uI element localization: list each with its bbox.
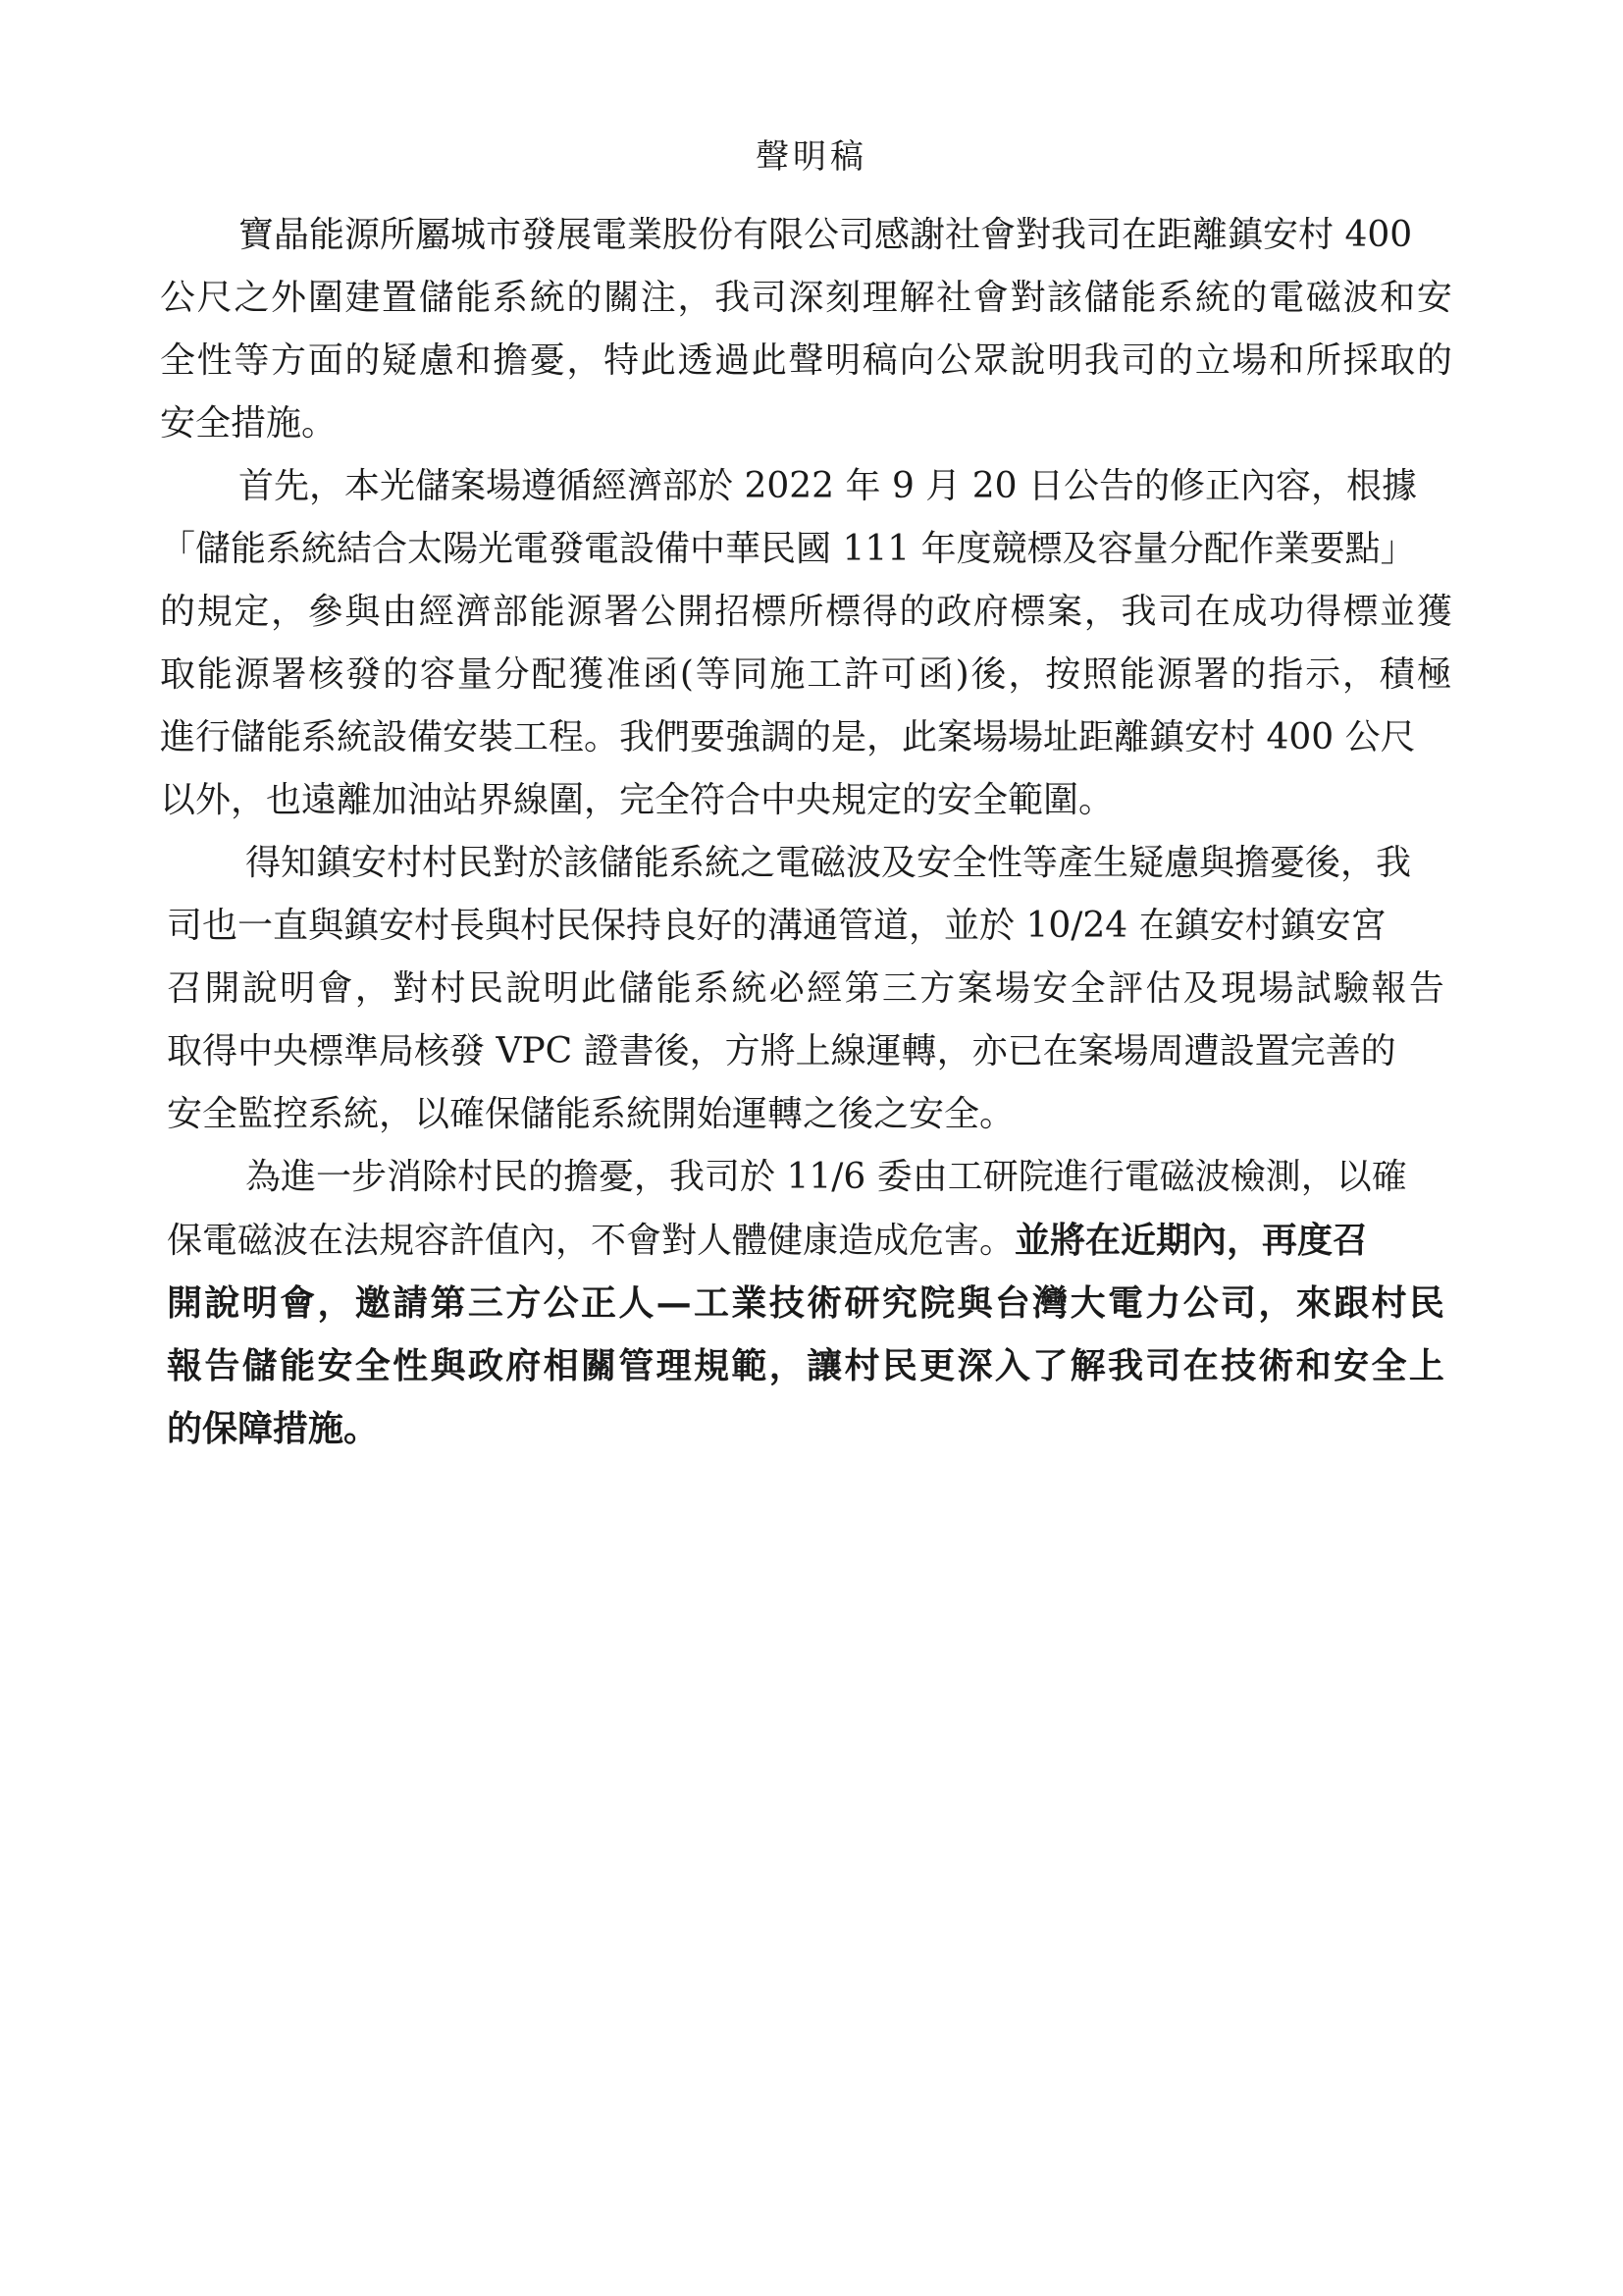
- glyph: 系: [1158, 278, 1194, 318]
- glyph: 術: [807, 1282, 843, 1324]
- glyph: 源: [566, 592, 602, 632]
- glyph: 大: [1070, 1282, 1106, 1324]
- glyph: 及: [1182, 968, 1219, 1009]
- glyph: 性: [196, 340, 233, 381]
- glyph: ，: [768, 1345, 805, 1386]
- glyph: 安: [1416, 278, 1452, 318]
- glyph: 能: [655, 968, 692, 1009]
- glyph: 關: [603, 278, 640, 318]
- glyph: 全: [1070, 968, 1106, 1009]
- glyph: 規: [694, 1345, 730, 1386]
- glyph: 經: [418, 592, 454, 632]
- glyph: 我: [714, 278, 751, 318]
- glyph: 和: [1380, 278, 1416, 318]
- glyph: 方: [505, 1282, 542, 1324]
- glyph: 許: [844, 654, 880, 695]
- glyph: 照: [1082, 654, 1119, 695]
- glyph: 等: [234, 340, 270, 381]
- glyph: 署: [271, 654, 307, 695]
- glyph: 說: [204, 1282, 240, 1324]
- glyph: 參: [307, 592, 343, 632]
- glyph: 司: [1158, 592, 1194, 632]
- glyph: 究: [881, 1282, 917, 1324]
- glyph: 圍: [307, 278, 343, 318]
- glyph: 告: [1408, 968, 1444, 1009]
- glyph: 試: [1295, 968, 1332, 1009]
- glyph: 人: [618, 1282, 654, 1324]
- glyph: 公: [1182, 1282, 1219, 1324]
- glyph: 三: [467, 1282, 503, 1324]
- paragraph-4-line-3: [167, 1281, 1444, 1325]
- glyph: 示: [1305, 654, 1341, 695]
- glyph: 灣: [1032, 1282, 1069, 1324]
- glyph: 儲: [618, 968, 654, 1009]
- glyph: 管: [618, 1345, 654, 1386]
- glyph: ，: [354, 968, 391, 1009]
- glyph: 標: [825, 592, 862, 632]
- glyph: 村: [844, 1345, 880, 1386]
- glyph: 說: [241, 968, 278, 1009]
- glyph: 擔: [493, 340, 529, 381]
- glyph: 建: [344, 278, 381, 318]
- glyph: 理: [862, 278, 898, 318]
- paragraph-4-line-2-bold: 並將在近期內，再度召: [1015, 1220, 1369, 1261]
- glyph: 現: [1221, 968, 1257, 1009]
- glyph: 疑: [382, 340, 418, 381]
- glyph: 波: [1342, 278, 1379, 318]
- glyph: 和: [1269, 340, 1305, 381]
- glyph: 的: [383, 654, 419, 695]
- glyph: 部: [493, 592, 529, 632]
- glyph: 能: [196, 654, 233, 695]
- glyph: 民: [467, 968, 503, 1009]
- paragraph-2-line-3: [160, 591, 1452, 634]
- glyph: 極: [1416, 654, 1452, 695]
- glyph: 得: [862, 592, 898, 632]
- glyph: 第: [430, 1282, 466, 1324]
- glyph: 安: [1334, 1345, 1370, 1386]
- paragraph-3-line-3: [167, 967, 1444, 1011]
- glyph: 我: [1121, 592, 1157, 632]
- glyph: 告: [204, 1345, 240, 1386]
- glyph: 聲: [788, 340, 824, 381]
- glyph: 明: [280, 968, 316, 1009]
- glyph: 民: [881, 1345, 917, 1386]
- glyph: 深: [788, 278, 824, 318]
- glyph: 深: [957, 1345, 993, 1386]
- glyph: 全: [160, 340, 196, 381]
- glyph: 電: [1107, 1282, 1143, 1324]
- glyph: 磁: [1305, 278, 1341, 318]
- glyph: 外: [271, 278, 307, 318]
- glyph: 過: [714, 340, 751, 381]
- glyph: 公: [160, 278, 196, 318]
- glyph: 准: [605, 654, 642, 695]
- glyph: 配: [531, 654, 567, 695]
- glyph: 案: [1047, 592, 1083, 632]
- paragraph-3-line-4: 取得中央標準局核發 VPC 證書後，方將上線運轉，亦已在案場周遭設置完善的: [167, 1031, 1396, 1071]
- glyph: 必: [768, 968, 805, 1009]
- glyph: 統: [731, 968, 767, 1009]
- glyph: 相: [543, 1345, 579, 1386]
- glyph: 解: [1070, 1345, 1106, 1386]
- glyph: 濟: [455, 592, 492, 632]
- glyph: 的: [1158, 340, 1194, 381]
- glyph: 核: [308, 654, 344, 695]
- glyph: 與: [344, 592, 381, 632]
- glyph: 儲: [1083, 278, 1120, 318]
- paragraph-3-line-5: 安全監控系統，以確保儲能系統開始運轉之後之安全。: [167, 1094, 1016, 1134]
- paragraph-4-line-5: 的保障措施。: [167, 1408, 380, 1449]
- glyph: 公: [640, 592, 676, 632]
- glyph: 明: [241, 1282, 278, 1324]
- glyph: 尺: [196, 278, 233, 318]
- glyph: 的: [1416, 340, 1452, 381]
- glyph: 源: [234, 654, 270, 695]
- glyph: 安: [317, 1345, 353, 1386]
- glyph: 村: [430, 968, 466, 1009]
- glyph: ，: [677, 278, 713, 318]
- glyph: 來: [1295, 1282, 1332, 1324]
- glyph: 面: [307, 340, 343, 381]
- glyph: 標: [1010, 592, 1046, 632]
- glyph: 報: [167, 1345, 203, 1386]
- paragraph-1-line-3: [160, 339, 1452, 383]
- glyph: 按: [1045, 654, 1081, 695]
- glyph: ，: [1008, 654, 1044, 695]
- glyph: 署: [1193, 654, 1230, 695]
- glyph: 明: [825, 340, 862, 381]
- glyph: 全: [354, 1345, 391, 1386]
- glyph: 取: [160, 654, 196, 695]
- glyph: 解: [899, 278, 935, 318]
- glyph: 和: [455, 340, 492, 381]
- glyph: 司: [1121, 340, 1157, 381]
- glyph: 能: [455, 278, 492, 318]
- paragraph-1-line-2: [160, 277, 1452, 320]
- glyph: 開: [204, 968, 240, 1009]
- glyph: 可: [880, 654, 916, 695]
- glyph: 的: [344, 340, 381, 381]
- glyph: 取: [1380, 340, 1416, 381]
- glyph: 向: [899, 340, 935, 381]
- glyph: 此: [751, 340, 787, 381]
- glyph: 台: [994, 1282, 1030, 1324]
- glyph: 村: [1371, 1282, 1407, 1324]
- glyph: 採: [1342, 340, 1379, 381]
- paragraph-2-line-4: [160, 653, 1452, 697]
- glyph: 估: [1145, 968, 1181, 1009]
- glyph: 源: [1156, 654, 1192, 695]
- glyph: 術: [1258, 1345, 1294, 1386]
- paragraph-3-line-2: 司也一直與鎮安村長與村民保持良好的溝通管道，並於 10/24 在鎮安村鎮安宮: [167, 906, 1387, 946]
- glyph: 了: [1032, 1345, 1069, 1386]
- glyph: ，: [1341, 654, 1378, 695]
- glyph: 安: [1032, 968, 1069, 1009]
- glyph: 的: [566, 278, 602, 318]
- glyph: 公: [936, 340, 972, 381]
- glyph: 成: [1231, 592, 1268, 632]
- glyph: 邀: [354, 1282, 391, 1324]
- glyph: 場: [994, 968, 1030, 1009]
- glyph: 容: [419, 654, 455, 695]
- glyph: 跟: [1334, 1282, 1370, 1324]
- glyph: 方: [919, 968, 956, 1009]
- glyph: 會: [280, 1282, 316, 1324]
- glyph: 司: [1221, 1282, 1257, 1324]
- glyph: 之: [234, 278, 270, 318]
- glyph: 場: [1258, 968, 1294, 1009]
- glyph: 定: [234, 592, 270, 632]
- glyph: 統: [529, 278, 565, 318]
- glyph: 立: [1194, 340, 1230, 381]
- glyph: 指: [1268, 654, 1304, 695]
- glyph: 業: [731, 1282, 767, 1324]
- glyph: 電: [1269, 278, 1305, 318]
- paragraph-2-line-2: 「儲能系統結合太陽光電發電設備中華民國 111 年度競標及容量分配作業要點」: [160, 529, 1416, 569]
- glyph: 府: [505, 1345, 542, 1386]
- glyph: 置: [382, 278, 418, 318]
- glyph: 系: [694, 968, 730, 1009]
- glyph: 憂: [529, 340, 565, 381]
- glyph: 眾: [972, 340, 1009, 381]
- glyph: 公: [543, 1282, 579, 1324]
- glyph: 讓: [807, 1345, 843, 1386]
- glyph: ，: [317, 1282, 353, 1324]
- glyph: 司: [751, 278, 787, 318]
- glyph: 我: [1107, 1345, 1143, 1386]
- glyph: 能: [1121, 278, 1157, 318]
- paragraph-4-line-2: [167, 1219, 1444, 1262]
- paragraph-1-line-1: 寶晶能源所屬城市發展電業股份有限公司感謝社會對我司在距離鎮安村 400: [238, 215, 1413, 255]
- glyph: 研: [844, 1282, 880, 1324]
- glyph: 獲: [568, 654, 604, 695]
- glyph: 工: [807, 654, 843, 695]
- document-title: 聲明稿: [756, 137, 867, 177]
- glyph: 司: [1145, 1345, 1181, 1386]
- glyph: —: [655, 1282, 692, 1324]
- glyph: 量: [456, 654, 493, 695]
- glyph: 關: [580, 1345, 616, 1386]
- glyph: 開: [167, 1282, 203, 1324]
- glyph: 的: [160, 592, 196, 632]
- glyph: 此: [640, 340, 676, 381]
- glyph: ，: [271, 592, 307, 632]
- glyph: 的: [1231, 278, 1268, 318]
- glyph: 力: [1145, 1282, 1181, 1324]
- paragraph-2-line-5: 進行儲能系統設備安裝工程。我們要強調的是，此案場場址距離鎮安村 400 公尺: [160, 717, 1416, 757]
- glyph: 分: [494, 654, 530, 695]
- glyph: 社: [936, 278, 972, 318]
- paragraph-4-line-2-regular: 保電磁波在法規容許值內，不會對人體健康造成危害。: [167, 1221, 1016, 1261]
- glyph: 三: [881, 968, 917, 1009]
- glyph: 同: [732, 654, 768, 695]
- glyph: 的: [899, 592, 935, 632]
- glyph: 請: [393, 1282, 429, 1324]
- glyph: 和: [1295, 1345, 1332, 1386]
- glyph: 入: [994, 1345, 1030, 1386]
- glyph: 的: [1230, 654, 1267, 695]
- glyph: 儲: [418, 278, 454, 318]
- glyph: 我: [1083, 340, 1120, 381]
- glyph: 所: [788, 592, 824, 632]
- glyph: 與: [430, 1345, 466, 1386]
- glyph: 發: [345, 654, 382, 695]
- glyph: 標: [751, 592, 787, 632]
- glyph: 後: [970, 654, 1007, 695]
- glyph: 能: [1119, 654, 1155, 695]
- glyph: 在: [1194, 592, 1230, 632]
- glyph: 場: [1231, 340, 1268, 381]
- glyph: 明: [1047, 340, 1083, 381]
- glyph: 府: [972, 592, 1009, 632]
- glyph: 經: [807, 968, 843, 1009]
- glyph: 標: [1342, 592, 1379, 632]
- glyph: 說: [1010, 340, 1046, 381]
- glyph: 該: [1047, 278, 1083, 318]
- glyph: 方: [271, 340, 307, 381]
- glyph: 性: [393, 1345, 429, 1386]
- glyph: 第: [844, 968, 880, 1009]
- glyph: 得: [1305, 592, 1341, 632]
- paragraph-3-line-1: 得知鎮安村村民對於該儲能系統之電磁波及安全性等產生疑慮與擔憂後，我: [245, 843, 1412, 883]
- glyph: 此: [580, 968, 616, 1009]
- glyph: 並: [1380, 592, 1416, 632]
- glyph: 統: [1194, 278, 1230, 318]
- glyph: 系: [493, 278, 529, 318]
- glyph: 會: [972, 278, 1009, 318]
- glyph: 明: [543, 968, 579, 1009]
- glyph: 技: [768, 1282, 805, 1324]
- glyph: 與: [957, 1282, 993, 1324]
- glyph: 特: [603, 340, 640, 381]
- glyph: 署: [603, 592, 640, 632]
- glyph: 對: [1010, 278, 1046, 318]
- glyph: 技: [1221, 1345, 1257, 1386]
- paragraph-2-line-1: 首先，本光儲案場遵循經濟部於 2022 年 9 月 20 日公告的修正內容，根據: [238, 466, 1417, 506]
- glyph: 施: [769, 654, 806, 695]
- glyph: ，: [1083, 592, 1120, 632]
- paragraph-4-line-1: 為進一步消除村民的擔憂，我司於 11/6 委由工研院進行電磁波檢測，以確: [245, 1157, 1407, 1197]
- glyph: 驗: [1334, 968, 1370, 1009]
- paragraph-1-line-4: 安全措施。: [160, 403, 338, 444]
- glyph: 等: [695, 654, 731, 695]
- glyph: 正: [580, 1282, 616, 1324]
- glyph: 政: [936, 592, 972, 632]
- glyph: 對: [393, 968, 429, 1009]
- glyph: 由: [382, 592, 418, 632]
- glyph: (: [679, 654, 694, 695]
- glyph: 積: [1379, 654, 1415, 695]
- glyph: 工: [694, 1282, 730, 1324]
- glyph: 院: [919, 1282, 956, 1324]
- glyph: ，: [1258, 1282, 1294, 1324]
- glyph: 民: [1408, 1282, 1444, 1324]
- glyph: 函: [642, 654, 678, 695]
- glyph: 政: [467, 1345, 503, 1386]
- glyph: 會: [317, 968, 353, 1009]
- glyph: 招: [714, 592, 751, 632]
- glyph: 儲: [241, 1345, 278, 1386]
- paragraph-4-line-4: [167, 1344, 1444, 1387]
- glyph: 開: [677, 592, 713, 632]
- glyph: 範: [731, 1345, 767, 1386]
- glyph: 稿: [862, 340, 898, 381]
- glyph: 注: [640, 278, 676, 318]
- glyph: 評: [1107, 968, 1143, 1009]
- glyph: 函: [917, 654, 954, 695]
- glyph: 獲: [1416, 592, 1452, 632]
- glyph: ): [955, 654, 969, 695]
- glyph: 能: [280, 1345, 316, 1386]
- glyph: 全: [1371, 1345, 1407, 1386]
- glyph: 刻: [825, 278, 862, 318]
- glyph: 透: [677, 340, 713, 381]
- glyph: 在: [1182, 1345, 1219, 1386]
- glyph: 更: [919, 1345, 956, 1386]
- glyph: 上: [1408, 1345, 1444, 1386]
- glyph: 理: [655, 1345, 692, 1386]
- glyph: ，: [566, 340, 602, 381]
- paragraph-2-line-6: 以外，也遠離加油站界線圍，完全符合中央規定的安全範圍。: [160, 780, 1115, 820]
- glyph: 說: [505, 968, 542, 1009]
- glyph: 報: [1371, 968, 1407, 1009]
- glyph: 規: [196, 592, 233, 632]
- glyph: 案: [957, 968, 993, 1009]
- glyph: 能: [529, 592, 565, 632]
- glyph: 慮: [418, 340, 454, 381]
- glyph: 所: [1305, 340, 1341, 381]
- glyph: 召: [167, 968, 203, 1009]
- glyph: 功: [1269, 592, 1305, 632]
